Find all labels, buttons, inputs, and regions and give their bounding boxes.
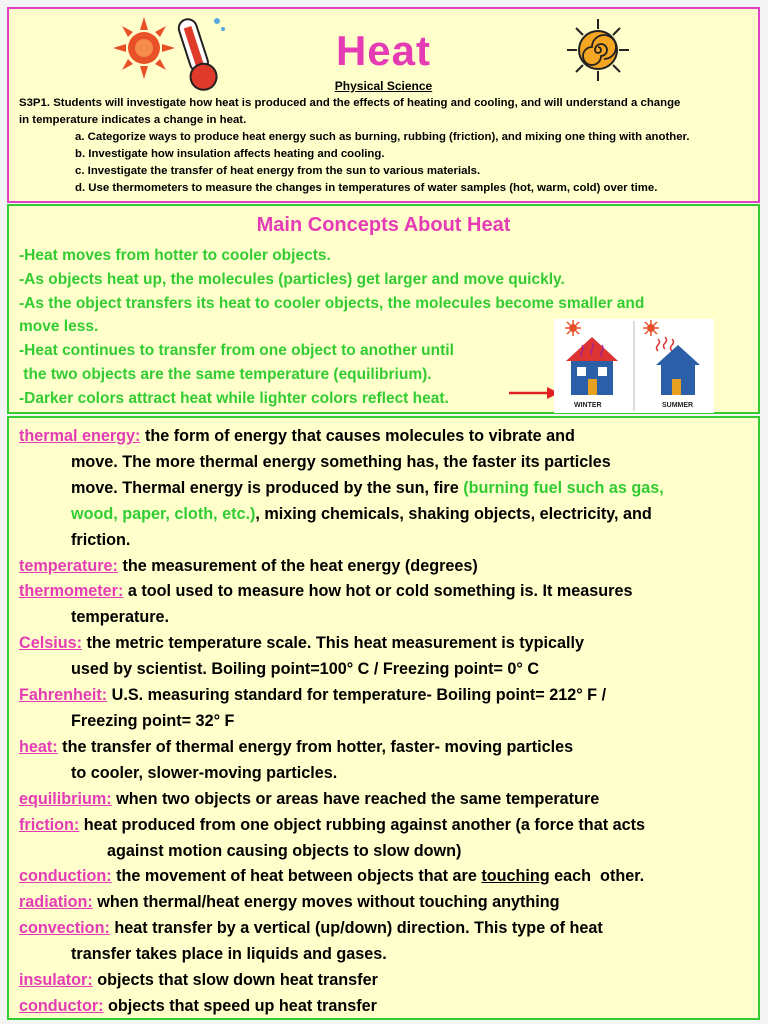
concept-line: the two objects are the same temperature (equilibrium). xyxy=(19,365,432,383)
definition-text: each other. xyxy=(549,867,645,886)
definition-thermal-energy xyxy=(19,424,759,450)
definition-green-text: wood, paper, cloth, etc.) xyxy=(71,504,256,523)
definition-conductor xyxy=(19,994,759,1020)
concepts-panel xyxy=(7,204,760,414)
summer-label: SUMMER xyxy=(662,402,694,409)
header-panel xyxy=(7,7,760,203)
concept-line: -As objects heat up, the molecules (particles) get larger and move quickly. xyxy=(19,270,565,288)
concept-line: move less. xyxy=(19,318,99,336)
definition-text: U.S. measuring standard for temperature- Boiling point= 212° F / xyxy=(107,686,607,705)
term-convection: convection: xyxy=(19,919,110,938)
standard-item-a: a. Categorize ways to produce heat energy such as burning, rubbing (friction), and mixing one thing with another. xyxy=(75,131,690,143)
definition-thermometer xyxy=(19,579,759,605)
concept-line: -As the object transfers its heat to cooler objects, the molecules become smaller and xyxy=(19,294,645,312)
definition-text: objects that slow down heat transfer xyxy=(92,971,378,990)
definition-text: to cooler, slower-moving particles. xyxy=(71,763,338,782)
definition-text: heat produced from one object rubbing against another (a force that acts xyxy=(79,815,645,834)
term-temperature: temperature: xyxy=(19,556,118,575)
term-conductor: conductor: xyxy=(19,996,104,1015)
definition-text: objects that speed up heat transfer xyxy=(103,996,377,1015)
houses-image xyxy=(554,319,714,413)
term-insulator: insulator: xyxy=(19,971,93,990)
definition-text: move. The more thermal energy something has, the faster its particles xyxy=(71,452,611,471)
definition-heat xyxy=(19,735,759,761)
definition-text: the measurement of the heat energy (degrees) xyxy=(117,556,478,575)
definition-fahrenheit xyxy=(19,683,759,709)
definitions-list xyxy=(19,424,759,1020)
definition-convection xyxy=(19,916,759,942)
winter-house-icon xyxy=(565,320,618,409)
term-thermal-energy: thermal energy: xyxy=(19,427,141,445)
definition-underlined-text: touching xyxy=(481,867,550,886)
term-thermometer: thermometer: xyxy=(19,582,124,601)
definition-text: move. Thermal energy is produced by the sun, fire xyxy=(71,478,464,497)
term-radiation: radiation: xyxy=(19,893,93,912)
definition-text: temperature. xyxy=(71,608,170,627)
definition-text: when two objects or areas have reached the same temperature xyxy=(111,789,600,808)
definition-temperature xyxy=(19,554,759,580)
definition-text: used by scientist. Boiling point=100° C / Freezing point= 0° C xyxy=(71,660,540,679)
concept-line: -Heat moves from hotter to cooler objects. xyxy=(19,247,331,264)
concept-line: -Heat continues to transfer from one object to another until xyxy=(19,342,454,360)
definition-line xyxy=(19,476,759,502)
definition-text: heat transfer by a vertical (up/down) direction. This type of heat xyxy=(109,919,603,938)
arrow-icon xyxy=(509,385,559,401)
definition-friction xyxy=(19,813,759,839)
standard-item-b: b. Investigate how insulation affects heating and cooling. xyxy=(75,148,385,160)
concepts-title: Main Concepts About Heat xyxy=(256,214,511,236)
definition-text: the metric temperature scale. This heat measurement is typically xyxy=(81,634,585,653)
definition-text: , mixing chemicals, shaking objects, electricity, and xyxy=(255,504,652,523)
term-celsius: Celsius: xyxy=(19,634,82,653)
definition-text: when thermal/heat energy moves without touching anything xyxy=(92,893,560,912)
definition-text: the movement of heat between objects that are xyxy=(111,867,482,886)
definition-conduction xyxy=(19,864,759,890)
standard-line-2: in temperature indicates a change in heat. xyxy=(19,114,247,126)
definition-text: Freezing point= 32° F xyxy=(71,711,235,730)
winter-label: WINTER xyxy=(574,402,602,409)
definition-green-text: (burning fuel such as gas, xyxy=(463,478,664,497)
definition-radiation xyxy=(19,890,759,916)
definition-text: the form of energy that causes molecules to vibrate and xyxy=(140,427,575,445)
term-friction: friction: xyxy=(19,815,80,834)
definitions-panel xyxy=(7,416,760,1020)
page-title: Heat xyxy=(335,27,432,74)
winter-summer-illustration xyxy=(554,319,714,413)
definition-insulator xyxy=(19,968,759,994)
definition-line xyxy=(19,502,759,528)
term-fahrenheit: Fahrenheit: xyxy=(19,686,108,705)
standard-line-1: S3P1. Students will investigate how heat is produced and the effects of heating and cooling, and will understand a change xyxy=(19,97,681,109)
summer-house-icon xyxy=(643,320,700,409)
concept-line: -Darker colors attract heat while lighter colors reflect heat. xyxy=(19,389,449,407)
term-conduction: conduction: xyxy=(19,867,112,886)
definition-text: friction. xyxy=(71,530,131,549)
definition-equilibrium xyxy=(19,787,759,813)
definition-text: against motion causing objects to slow down) xyxy=(107,841,462,860)
definition-celsius xyxy=(19,631,759,657)
definition-text: transfer takes place in liquids and gases. xyxy=(71,945,387,964)
term-equilibrium: equilibrium: xyxy=(19,789,112,808)
standard-item-c: c. Investigate the transfer of heat energy from the sun to various materials. xyxy=(75,165,481,177)
term-heat: heat: xyxy=(19,737,58,756)
standard-text xyxy=(19,95,749,197)
standard-item-d: d. Use thermometers to measure the changes in temperatures of water samples (hot, warm, cold) over time. xyxy=(75,182,658,194)
definition-text: the transfer of thermal energy from hotter, faster- moving particles xyxy=(57,737,574,756)
definition-text: a tool used to measure how hot or cold something is. It measures xyxy=(123,582,633,601)
page-subtitle: Physical Science xyxy=(334,79,433,93)
